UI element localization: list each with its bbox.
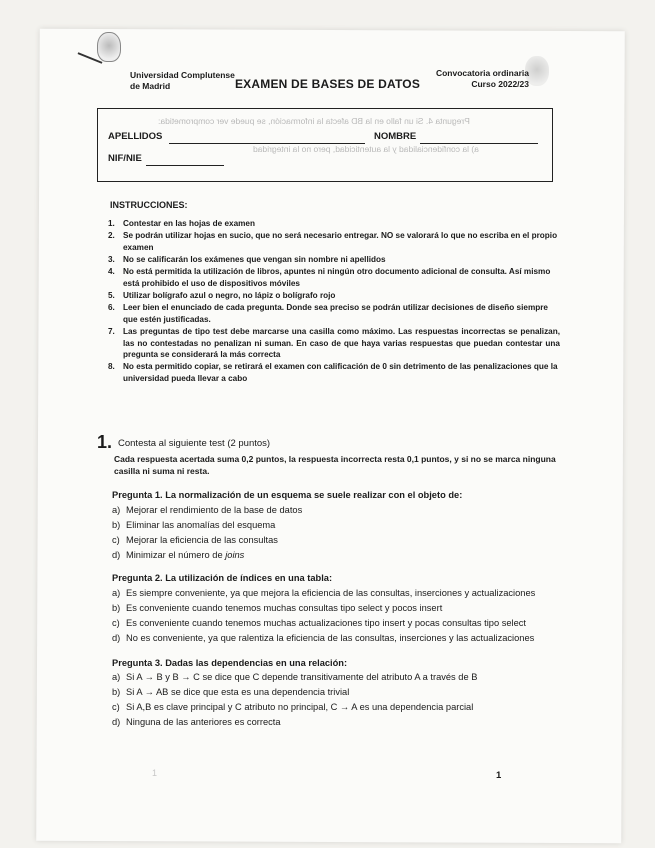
exam-session [425,68,529,90]
session-label: Convocatoria ordinaria [435,68,529,78]
surnames-label: APELLIDOS [108,131,163,142]
instruction-item: 8. No esta permitido copiar, se retirará el examen con calificación de 0 sin detrimento de las penalizaciones que la universidad pueda llevar a cabo [108,362,558,383]
instruction-item: 3. No se calificarán los exámenes que vengan sin nombre ni apellidos [108,254,386,264]
section-description: Cada respuesta acertada suma 0,2 puntos, la respuesta incorrecta resta 0,1 puntos, y si no se marca ninguna casilla ni suma ni resta. [114,454,556,476]
exam-title: EXAMEN DE BASES DE DATOS [234,77,421,91]
bleed-through-text: Pregunta 4. Si un fallo en la BD afecta la información, se puede ver comprometida: [158,116,470,126]
answer-option[interactable]: c) Mejorar la eficiencia de las consultas [112,535,278,545]
question-title: Pregunta 1. La normalización de un esquema se suele realizar con el objeto de: [112,490,463,500]
surnames-field[interactable] [169,143,365,144]
page-number: 1 [496,770,502,781]
id-field[interactable] [146,165,224,166]
answer-option[interactable]: b) Eliminar las anomalías del esquema [112,520,276,530]
instruction-item: 1. Contestar en las hojas de examen [108,219,255,228]
instruction-item: 7. Las preguntas de tipo test debe marcarse una casilla como máximo. Las respuestas incorrectas se penalizan, las no contestadas no penalizan ni suman. En caso de que haya varias respuestas que puedan contestar una pregunta se considerará la más correcta [108,326,560,360]
answer-option[interactable]: b) Si A → AB se dice que esta es una dependencia trivial [112,687,350,697]
instruction-item: 6. Leer bien el enunciado de cada pregunta. Donde sea preciso se podrán utilizar decisiones de diseño siempre que estén justificadas. [108,303,548,324]
answer-option[interactable]: d) Minimizar el número de joins [112,550,245,560]
instruction-item: 5. Utilizar bolígrafo azul o negro, no lápiz o bolígrafo rojo [108,290,336,300]
answer-option[interactable]: a) Mejorar el rendimiento de la base de datos [112,505,303,515]
question-title: Pregunta 2. La utilización de índices en una tabla: [112,573,333,583]
answer-option[interactable]: d) Ninguna de las anteriores es correcta [112,717,281,727]
university-line-1: Universidad Complutense [130,70,235,80]
instructions-list [108,218,560,385]
answer-option[interactable]: a) Si A → B y B → C se dice que C depende transitivamente del atributo A a través de B [112,672,478,682]
name-label: NOMBRE [374,131,417,142]
university-line-2: de Madrid [130,81,171,91]
question-title: Pregunta 3. Dadas las dependencias en una relación: [112,658,348,668]
student-id-box [97,108,553,182]
instruction-item: 4. No está permitida la utilización de libros, apuntes ni ningún otro documento adicional de consulta. Así mismo está prohibido el uso de dispositivos móviles [108,267,551,288]
course-label: Curso 2022/23 [471,79,529,89]
section-heading: Contesta al siguiente test (2 puntos) [118,438,271,449]
answer-option[interactable]: b) Es conveniente cuando tenemos muchas consultas tipo select y pocos insert [112,603,443,613]
answer-option[interactable]: c) Si A,B es clave principal y C atributo no principal, C → A es una dependencia parcial [112,702,474,712]
id-label: NIF/NIE [108,153,142,164]
faint-page-number: 1 [152,768,158,778]
answer-option[interactable]: a) Es siempre conveniente, ya que mejora la eficiencia de las consultas, inserciones y actualizaciones [112,588,536,598]
bleed-through-text: a) la confidencialidad y la autenticidad, pero no la integridad [253,144,479,154]
answer-option[interactable]: d) No es conveniente, ya que ralentiza la eficiencia de las consultas, inserciones y las actualizaciones [112,633,535,643]
instructions-heading: INSTRUCCIONES: [110,200,188,210]
section-number: 1. [97,432,113,452]
name-field[interactable] [420,143,538,144]
instruction-item: 2. Se podrán utilizar hojas en sucio, que no será necesario entregar. NO se valorará lo que no escriba en el propio examen [108,231,558,252]
university-crest-icon [97,32,121,62]
answer-option[interactable]: c) Es conveniente cuando tenemos muchas actualizaciones tipo insert y pocas consultas tipo select [112,618,526,628]
